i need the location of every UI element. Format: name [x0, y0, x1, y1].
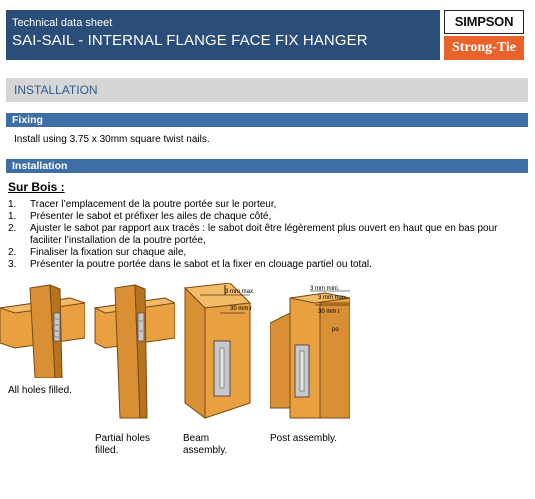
caption-beam-2: assembly. — [183, 445, 228, 456]
step-number: 3. — [8, 259, 17, 270]
caption-partial-1: Partial holes — [95, 433, 151, 444]
caption-all-holes: All holes filled. — [8, 385, 72, 396]
document-type: Technical data sheet — [12, 17, 113, 29]
step-text: Présenter la poutre portée dans le sabot et la fixer en clouage partiel ou total. — [30, 259, 372, 270]
dim-label: 3 mm max. — [225, 289, 255, 295]
figure-beam-assembly — [180, 283, 265, 423]
step-number: 1. — [8, 199, 17, 210]
caption-beam-1: Beam — [183, 433, 210, 444]
fixing-text: Install using 3.75 x 30mm square twist nails. — [14, 134, 210, 145]
fixing-bar — [6, 113, 528, 127]
dim-label: po — [332, 327, 339, 333]
sub-heading: Sur Bois : — [8, 180, 65, 194]
brand-logo — [444, 10, 524, 60]
dim-label: 3 mm max. — [318, 295, 348, 301]
installation-heading: Installation — [12, 160, 68, 172]
section-banner-label: INSTALLATION — [14, 83, 98, 97]
page-title: SAI-SAIL - INTERNAL FLANGE FACE FIX HANGER — [12, 32, 368, 49]
step-text: Ajuster le sabot par rapport aux tracés : le sabot doit être légèrement plus ouvert en haut que en bas pour faciliter l’installation de la poutre portée, — [30, 223, 498, 246]
figure-post-assembly — [270, 283, 350, 423]
step-text: Tracer l’emplacement de la poutre portée sur le porteur, — [30, 199, 277, 210]
dim-label: 30 mm r — [230, 306, 253, 312]
step-number: 2. — [8, 223, 17, 234]
dim-label: 30 mm r — [318, 309, 341, 315]
step-text: Finaliser la fixation sur chaque aile, — [30, 247, 187, 258]
step-number: 1. — [8, 211, 17, 222]
figure-all-holes — [0, 283, 85, 378]
caption-post: Post assembly. — [270, 433, 338, 444]
installation-bar — [6, 159, 528, 173]
fixing-heading: Fixing — [12, 114, 43, 126]
step-number: 2. — [8, 247, 17, 258]
logo-strongtie: Strong-Tie — [444, 36, 524, 60]
dim-label: 3 mm mini. — [310, 286, 340, 292]
logo-simpson: SIMPSON — [444, 10, 524, 34]
figure-partial-holes — [90, 283, 175, 423]
step-text: Présenter le sabot et préfixer les ailes de chaque côté, — [30, 211, 272, 222]
caption-partial-2: filled. — [95, 445, 119, 456]
